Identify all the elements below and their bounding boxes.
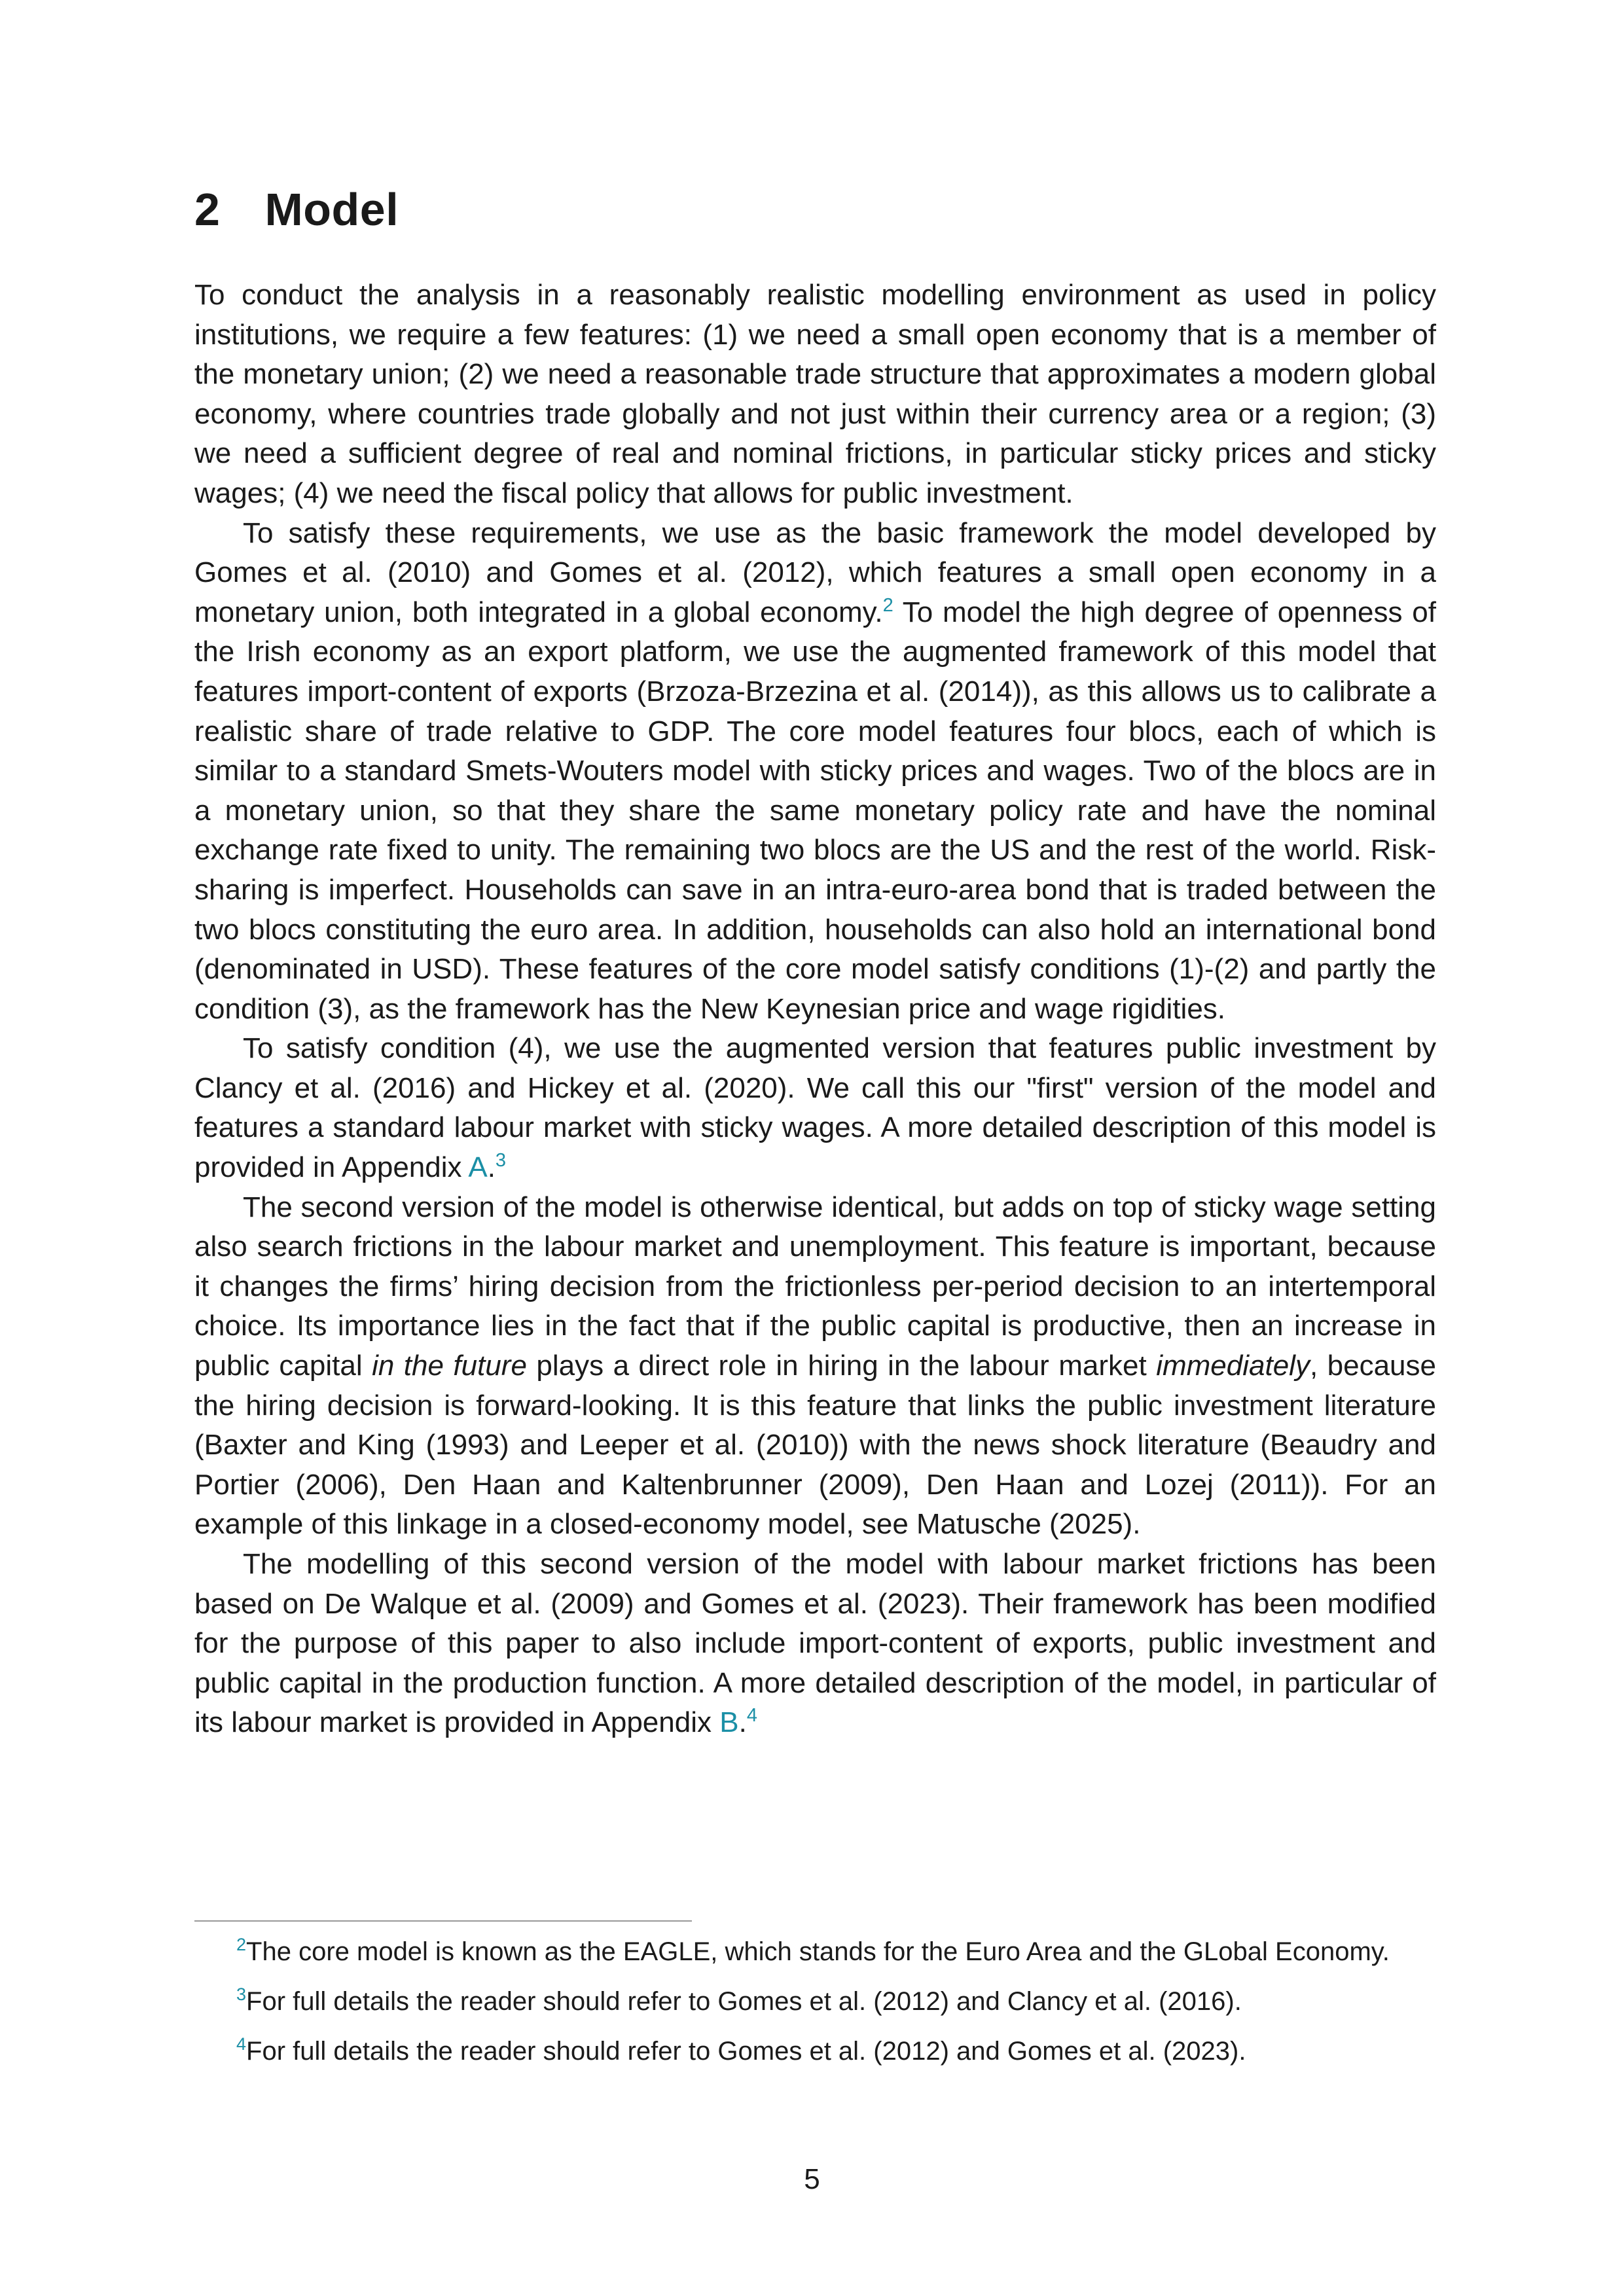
footnote-mark: 2: [236, 1935, 247, 1954]
footnote-text: The core model is known as the EAGLE, which stands for the Euro Area and the GLobal Economy.: [246, 1937, 1390, 1966]
paragraph-3: [194, 1029, 1436, 1187]
paragraph-5: [194, 1545, 1436, 1743]
paragraph-1: [194, 276, 1436, 514]
footnote-marker-3[interactable]: 3: [495, 1150, 507, 1172]
section-title: Model: [264, 184, 399, 235]
footnote-divider: [194, 1920, 692, 1922]
section-number: 2: [194, 184, 221, 235]
footnote-text: For full details the reader should refer to Gomes et al. (2012) and Clancy et al. (2016).: [246, 1987, 1242, 2016]
footnote-mark: 4: [236, 2034, 247, 2054]
footnote-text: For full details the reader should refer to Gomes et al. (2012) and Gomes et al. (2023).: [246, 2037, 1246, 2066]
paragraph-text: To conduct the analysis in a reasonably realistic modelling environment as used in policy institutions, we require a few features: (1) we need a small open economy that is a member of the monetary union; (2) we need a reasonable trade structure that approximates a modern global economy, where countries trade globally and not just within their currency area or a region; (3) we need a sufficient degree of real and nominal frictions, in particular sticky prices and sticky wages; (4) we need the fiscal policy that allows for public investment.: [194, 279, 1436, 509]
paragraph-text: .: [487, 1151, 496, 1184]
footnote-marker-2[interactable]: 2: [882, 594, 893, 616]
emphasis-in-the-future: in the future: [372, 1350, 527, 1382]
page-body: [194, 184, 1436, 1743]
paragraph-text: .: [738, 1706, 747, 1739]
paragraph-text: The modelling of this second version of the model with labour market frictions has been based on De Walque et al. (2009) and Gomes et al. (2023). Their framework has been modified for the purpose of this paper to also include import-content of exports, public investment and public capital in the production function. A more detailed description of the model, in particular of its labour market is provided in Appendix: [194, 1548, 1436, 1739]
footnote-marker-4[interactable]: 4: [746, 1705, 757, 1727]
footnote-mark: 3: [236, 1984, 247, 2004]
paragraph-text: To satisfy condition (4), we use the augmented version that features public investment by Clancy et al. (2016) and Hickey et al. (2020). We call this our "first" version of the model and features a standard labour market with sticky wages. A more detailed description of this model is provided in Appendix: [194, 1032, 1436, 1184]
paragraph-text: The second version of the model is otherwise identical, but adds on top of sticky wage setting also search frictions in the labour market and unemployment. This feature is important, because it changes the firms’ hiring decision from the frictionless per-period decision to an intertemporal choice. Its importance lies in the fact that if the public capital is productive, then an increase in public capital: [194, 1191, 1436, 1382]
paragraph-4: [194, 1188, 1436, 1545]
page-number: 5: [804, 2163, 820, 2195]
footnote-3: [194, 1984, 1436, 2019]
appendix-b-link[interactable]: B: [719, 1706, 739, 1739]
paragraph-text: To model the high degree of openness of the Irish economy as an export platform, we use the augmented framework of this model that features import-content of exports (Brzoza-Brzezina et al. (2014)), as this allows us to calibrate a realistic share of trade relative to GDP. The core model features four blocs, each of which is similar to a standard Smets-Wouters model with sticky prices and wages. Two of the blocs are in a monetary union, so that they share the same monetary policy rate and have the nominal exchange rate fixed to unity. The remaining two blocs are the US and the rest of the world. Risk-sharing is imperfect. Households can save in an intra-euro-area bond that is traded between the two blocs constituting the euro area. In addition, households can also hold an international bond (denominated in USD). These features of the core model satisfy conditions (1)-(2) and partly the condition (3), as the framework has the New Keynesian price and wage rigidities.: [194, 596, 1436, 1025]
footnotes: [194, 1934, 1436, 2083]
section-heading: [194, 184, 1436, 235]
paragraph-text: To satisfy these requirements, we use as the basic framework the model developed by Gomes et al. (2010) and Gomes et al. (2012), which features a small open economy in a monetary union, both integrated in a global economy.: [194, 516, 1436, 628]
footnote-4: [194, 2034, 1436, 2069]
paragraph-text: , because the hiring decision is forward-looking. It is this feature that links the public investment literature (Baxter and King (1993) and Leeper et al. (2010)) with the news shock literature (Beaudry and Portier (2006), Den Haan and Kaltenbrunner (2009), Den Haan and Lozej (2011)). For an example of this linkage in a closed-economy model, see Matusche (2025).: [194, 1350, 1436, 1541]
footnote-2: [194, 1934, 1436, 1969]
emphasis-immediately: immediately: [1156, 1350, 1310, 1382]
paragraph-text: plays a direct role in hiring in the labour market: [526, 1350, 1157, 1382]
paragraph-2: [194, 514, 1436, 1030]
appendix-a-link[interactable]: A: [468, 1151, 488, 1184]
